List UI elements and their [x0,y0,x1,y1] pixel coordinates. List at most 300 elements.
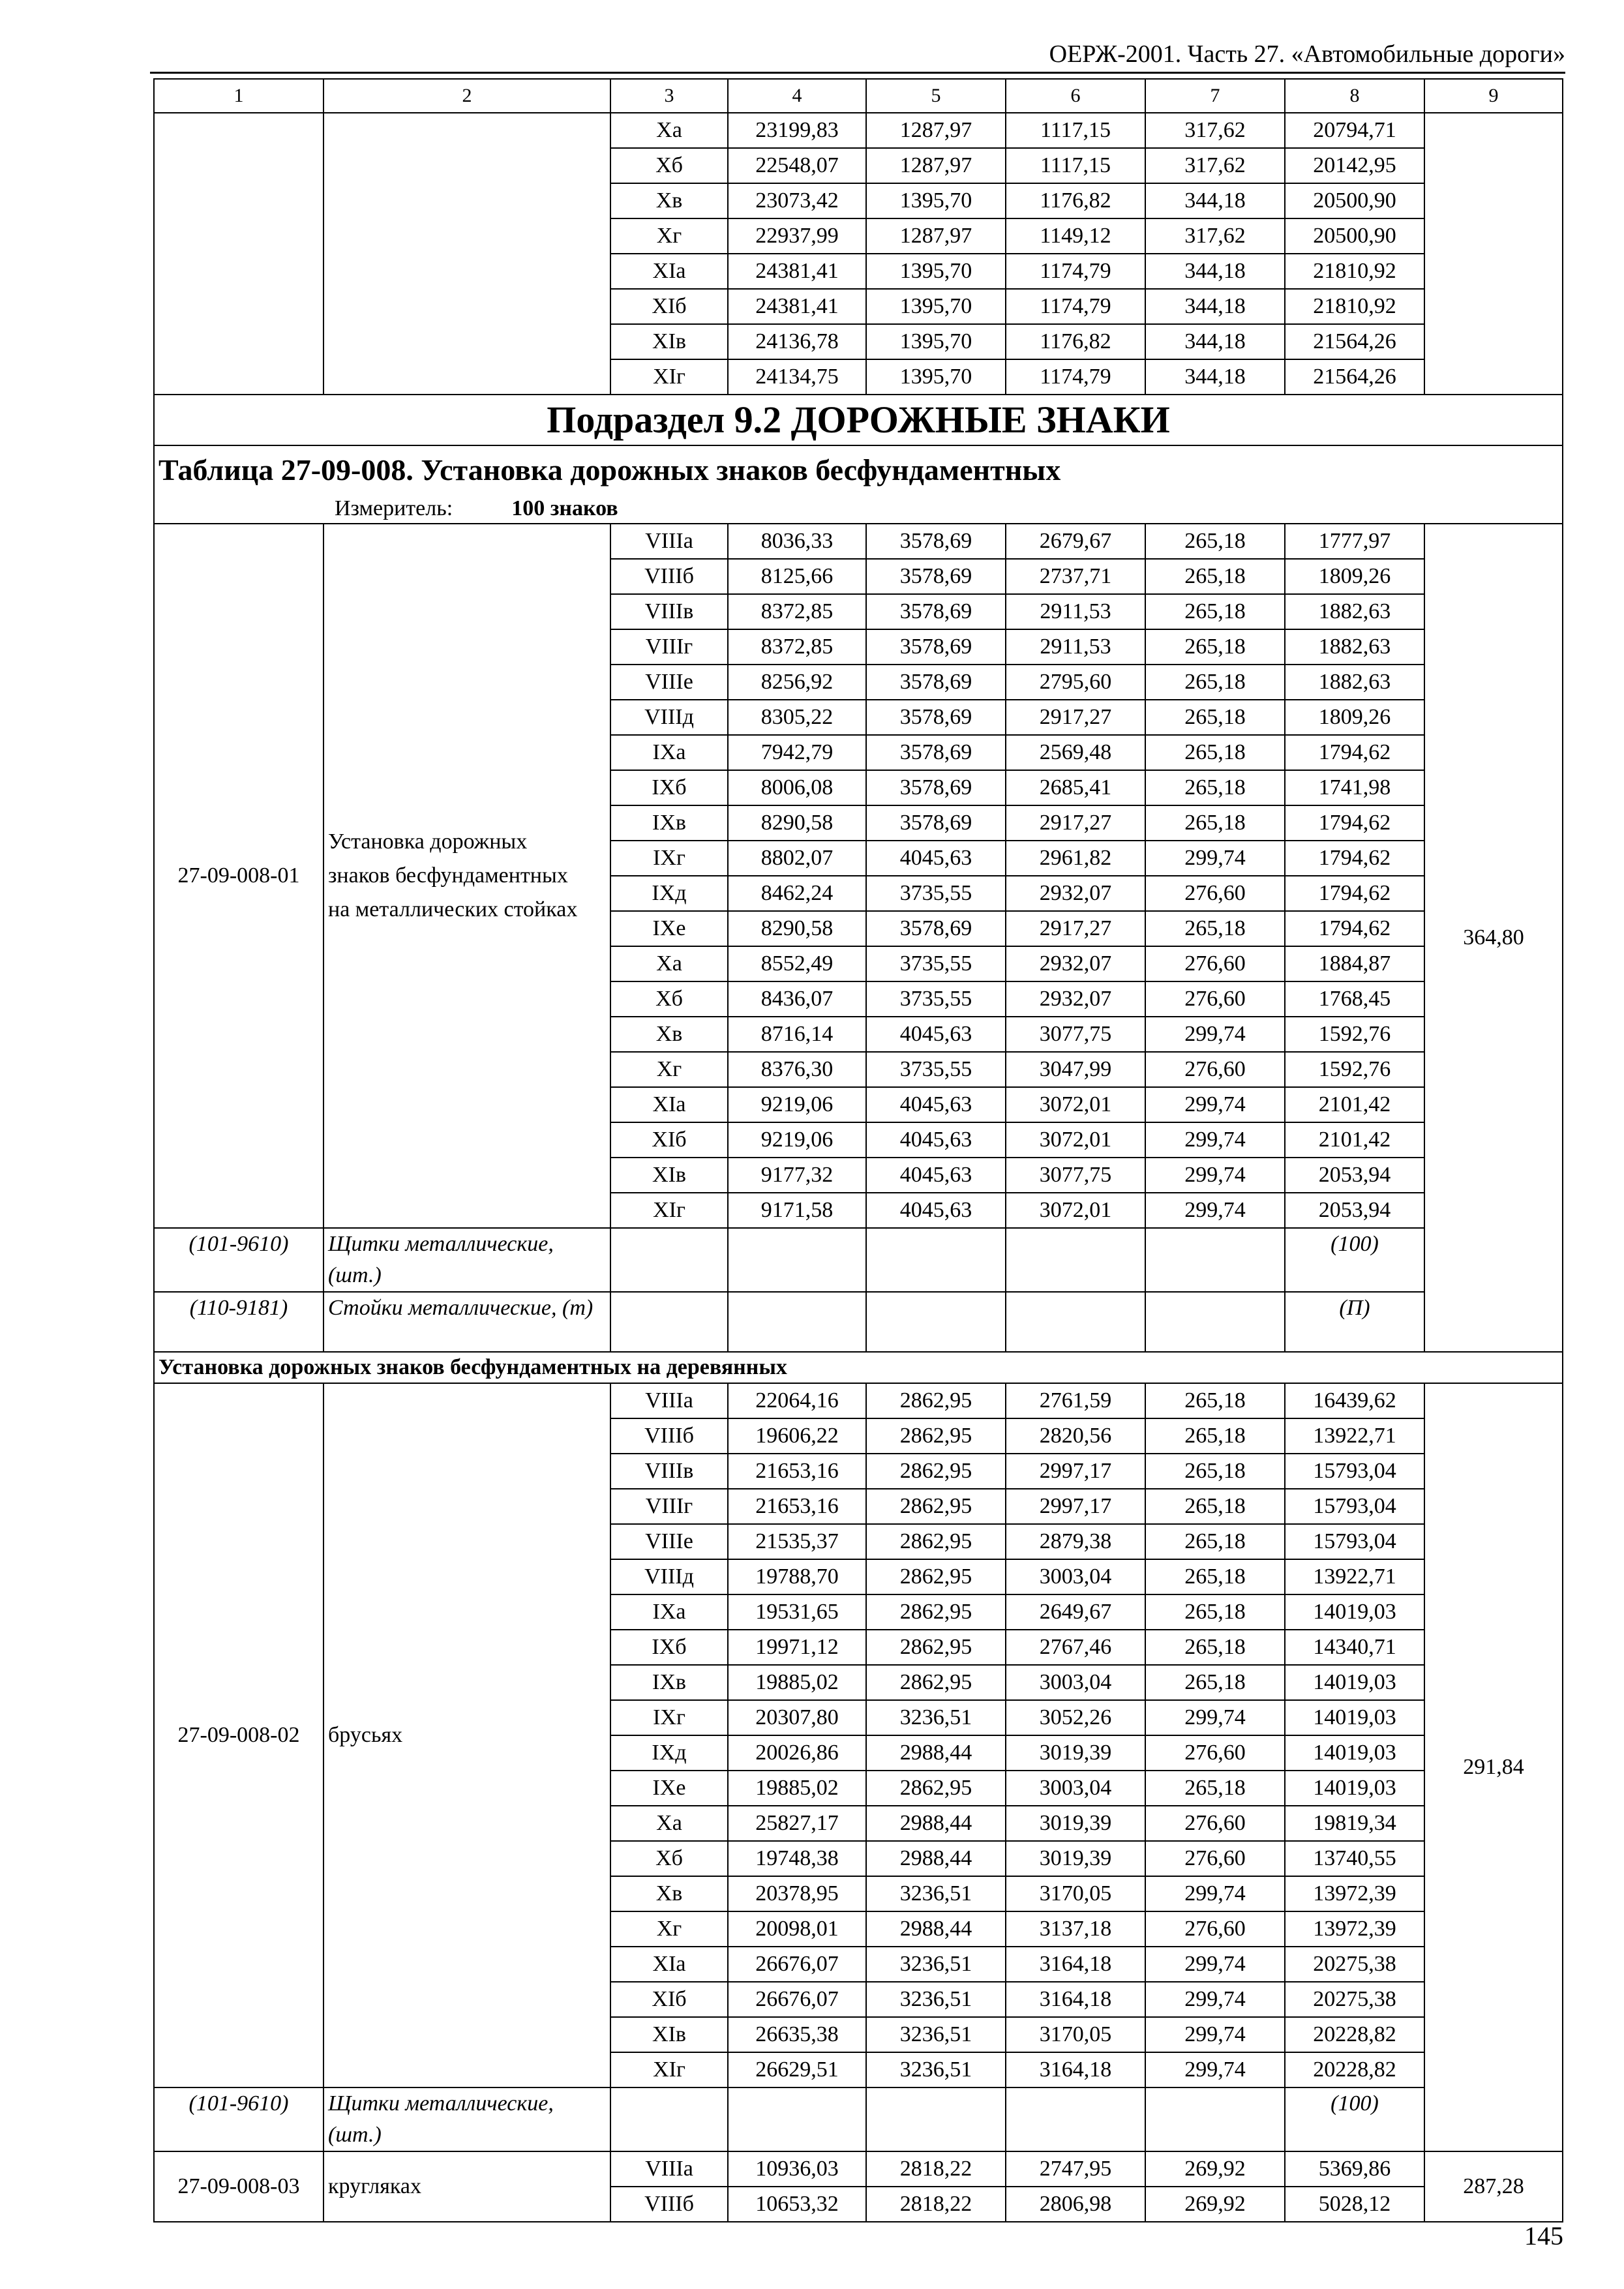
materials-cell: 20275,38 [1285,1947,1424,1982]
total-cost-cell: 25827,17 [728,1806,866,1841]
total-cost-cell: 8372,85 [728,629,866,665]
materials-cell: 20228,82 [1285,2017,1424,2052]
column-number: 8 [1285,79,1424,113]
machines-cell: 2806,98 [1006,2187,1145,2222]
machines-cell: 2649,67 [1006,1594,1145,1630]
machinist-wages-cell: 299,74 [1145,2052,1285,2087]
machinist-wages-cell: 344,18 [1145,324,1285,359]
total-cost-cell: 8436,07 [728,981,866,1017]
total-cost-cell: 19885,02 [728,1771,866,1806]
machinist-wages-cell: 276,60 [1145,1052,1285,1087]
machines-cell: 1174,79 [1006,359,1145,395]
materials-cell: 2053,94 [1285,1193,1424,1228]
machinist-wages-cell: 269,92 [1145,2151,1285,2187]
total-cost-cell: 24136,78 [728,324,866,359]
machinist-wages-cell: 276,60 [1145,981,1285,1017]
empty-cell [866,1228,1006,1292]
machines-cell: 2917,27 [1006,911,1145,946]
wages-cell: 2818,22 [866,2187,1006,2222]
col9-cell: 364,80 [1424,524,1563,1352]
category-cell: IXв [610,805,728,841]
category-cell: XIг [610,2052,728,2087]
total-cost-cell: 9171,58 [728,1193,866,1228]
column-number: 9 [1424,79,1563,113]
wages-cell: 2862,95 [866,1771,1006,1806]
machinist-wages-cell: 299,74 [1145,1876,1285,1911]
machines-cell: 2911,53 [1006,629,1145,665]
machines-cell: 3077,75 [1006,1158,1145,1193]
machines-cell: 2569,48 [1006,735,1145,770]
code-cell: 27-09-008-03 [154,2151,323,2222]
table-title-row [154,445,1563,494]
machinist-wages-cell: 299,74 [1145,1122,1285,1158]
machines-cell: 2932,07 [1006,981,1145,1017]
empty-cell [866,1292,1006,1352]
materials-cell: 1768,45 [1285,981,1424,1017]
wages-cell: 3578,69 [866,665,1006,700]
category-cell: IXe [610,1771,728,1806]
column-number: 1 [154,79,323,113]
total-cost-cell: 21653,16 [728,1454,866,1489]
materials-cell: 21810,92 [1285,289,1424,324]
total-cost-cell: 23199,83 [728,113,866,148]
category-cell: IXд [610,1735,728,1771]
empty-cell [610,1292,728,1352]
machines-cell: 2685,41 [1006,770,1145,805]
total-cost-cell: 19885,02 [728,1665,866,1700]
machines-cell: 3170,05 [1006,1876,1145,1911]
materials-cell: 21564,26 [1285,324,1424,359]
col9-cell: 291,84 [1424,1383,1563,2151]
category-cell: VIIIб [610,1418,728,1454]
total-cost-cell: 24134,75 [728,359,866,395]
column-number: 4 [728,79,866,113]
machines-cell: 3072,01 [1006,1122,1145,1158]
materials-cell: 13972,39 [1285,1911,1424,1947]
column-number: 3 [610,79,728,113]
category-cell: Xa [610,946,728,981]
total-cost-cell: 26629,51 [728,2052,866,2087]
machinist-wages-cell: 265,18 [1145,700,1285,735]
total-cost-cell: 26676,07 [728,1947,866,1982]
machines-cell: 3019,39 [1006,1841,1145,1876]
machines-cell: 1174,79 [1006,254,1145,289]
name-line: Установка дорожных [328,830,528,854]
wages-cell: 2988,44 [866,1841,1006,1876]
column-number: 5 [866,79,1006,113]
column-numbers-row [154,79,1563,113]
total-cost-cell: 8802,07 [728,841,866,876]
machinist-wages-cell: 265,18 [1145,1383,1285,1418]
machinist-wages-cell: 317,62 [1145,218,1285,254]
total-cost-cell: 21535,37 [728,1524,866,1559]
machines-cell: 2932,07 [1006,946,1145,981]
table-row [154,1383,1563,1418]
materials-cell: 13740,55 [1285,1841,1424,1876]
total-cost-cell: 23073,42 [728,183,866,218]
machines-cell: 3077,75 [1006,1017,1145,1052]
materials-cell: 13972,39 [1285,1876,1424,1911]
wages-cell: 4045,63 [866,1158,1006,1193]
total-cost-cell: 9219,06 [728,1122,866,1158]
empty-cell [610,2087,728,2151]
machinist-wages-cell: 276,60 [1145,876,1285,911]
machinist-wages-cell: 265,18 [1145,1524,1285,1559]
materials-cell: 1794,62 [1285,735,1424,770]
materials-cell: 1794,62 [1285,911,1424,946]
category-cell: Xa [610,1806,728,1841]
wages-cell: 3236,51 [866,1947,1006,1982]
materials-cell: 14340,71 [1285,1630,1424,1665]
materials-cell: 13922,71 [1285,1418,1424,1454]
total-cost-cell: 8716,14 [728,1017,866,1052]
materials-cell: 2053,94 [1285,1158,1424,1193]
machinist-wages-cell: 317,62 [1145,113,1285,148]
category-cell: Xб [610,981,728,1017]
wages-cell: 2988,44 [866,1911,1006,1947]
materials-cell: 15793,04 [1285,1454,1424,1489]
total-cost-cell: 22064,16 [728,1383,866,1418]
total-cost-cell: 9219,06 [728,1087,866,1122]
machinist-wages-cell: 265,18 [1145,770,1285,805]
machines-cell: 3164,18 [1006,1982,1145,2017]
category-cell: Xa [610,113,728,148]
machines-cell: 3072,01 [1006,1193,1145,1228]
materials-cell: 21564,26 [1285,359,1424,395]
total-cost-cell: 24381,41 [728,254,866,289]
machinist-wages-cell: 344,18 [1145,183,1285,218]
materials-cell: 1882,63 [1285,629,1424,665]
machinist-wages-cell: 265,18 [1145,805,1285,841]
total-cost-cell: 9177,32 [728,1158,866,1193]
wages-cell: 2862,95 [866,1489,1006,1524]
wages-cell: 1287,97 [866,148,1006,183]
total-cost-cell: 8462,24 [728,876,866,911]
wages-cell: 2862,95 [866,1594,1006,1630]
wages-cell: 1395,70 [866,254,1006,289]
machinist-wages-cell: 265,18 [1145,1771,1285,1806]
materials-cell: 1809,26 [1285,700,1424,735]
category-cell: Xв [610,1876,728,1911]
name-cell [323,524,610,1228]
category-cell: VIIIд [610,700,728,735]
machinist-wages-cell: 276,60 [1145,946,1285,981]
wages-cell: 1287,97 [866,113,1006,148]
machinist-wages-cell: 265,18 [1145,1489,1285,1524]
materials-cell: 20500,90 [1285,183,1424,218]
group-title: Установка дорожных знаков бесфундаментных на деревянных [154,1352,1563,1383]
wages-cell: 1395,70 [866,359,1006,395]
empty-cell [728,2087,866,2151]
materials-cell: 1777,97 [1285,524,1424,559]
total-cost-cell: 8305,22 [728,700,866,735]
machines-cell: 2961,82 [1006,841,1145,876]
wages-cell: 3236,51 [866,1700,1006,1735]
materials-cell: 1882,63 [1285,665,1424,700]
machines-cell: 2917,27 [1006,805,1145,841]
machines-cell: 3052,26 [1006,1700,1145,1735]
machines-cell: 3137,18 [1006,1911,1145,1947]
resource-note-row [154,2087,1563,2151]
materials-cell: 1794,62 [1285,841,1424,876]
wages-cell: 3735,55 [866,981,1006,1017]
wages-cell: 3578,69 [866,735,1006,770]
category-cell: IXб [610,770,728,805]
total-cost-cell: 22548,07 [728,148,866,183]
wages-cell: 1395,70 [866,324,1006,359]
category-cell: Xв [610,1017,728,1052]
total-cost-cell: 19748,38 [728,1841,866,1876]
code-cell: 27-09-008-01 [154,524,323,1228]
empty-cell [610,1228,728,1292]
machinist-wages-cell: 344,18 [1145,359,1285,395]
wages-cell: 1287,97 [866,218,1006,254]
total-cost-cell: 8290,58 [728,805,866,841]
empty-cell [1006,1228,1145,1292]
wages-cell: 3578,69 [866,770,1006,805]
machinist-wages-cell: 299,74 [1145,1158,1285,1193]
table-row [154,113,1563,148]
machines-cell: 1176,82 [1006,324,1145,359]
group-title-row [154,1352,1563,1383]
category-cell: Xг [610,1052,728,1087]
wages-cell: 2862,95 [866,1383,1006,1418]
category-cell: XIб [610,289,728,324]
name-cell: кругляках [323,2151,610,2222]
category-cell: XIa [610,254,728,289]
materials-cell: 16439,62 [1285,1383,1424,1418]
resource-note-row [154,1228,1563,1292]
materials-cell: 14019,03 [1285,1665,1424,1700]
col9-cell [1424,113,1563,395]
subsection-row [154,395,1563,445]
running-header: ОЕРЖ-2001. Часть 27. «Автомобильные дороги» [1049,40,1565,68]
materials-cell: 1884,87 [1285,946,1424,981]
category-cell: Xг [610,218,728,254]
category-cell: XIa [610,1947,728,1982]
total-cost-cell: 20378,95 [728,1876,866,1911]
column-number: 6 [1006,79,1145,113]
machines-cell: 3072,01 [1006,1087,1145,1122]
machines-cell: 1117,15 [1006,148,1145,183]
materials-cell: 20142,95 [1285,148,1424,183]
materials-cell: 1592,76 [1285,1017,1424,1052]
name-cell: брусьях [323,1383,610,2087]
column-number: 2 [323,79,610,113]
measure-row [154,494,1563,524]
category-cell: VIIIб [610,559,728,594]
total-cost-cell: 10653,32 [728,2187,866,2222]
materials-cell: 1592,76 [1285,1052,1424,1087]
materials-cell: 20794,71 [1285,113,1424,148]
category-cell: XIг [610,359,728,395]
category-cell: VIIIг [610,1489,728,1524]
category-cell: IXд [610,876,728,911]
materials-cell: 19819,34 [1285,1806,1424,1841]
machines-cell: 3019,39 [1006,1806,1145,1841]
wages-cell: 3578,69 [866,700,1006,735]
wages-cell: 2862,95 [866,1418,1006,1454]
machinist-wages-cell: 265,18 [1145,524,1285,559]
machinist-wages-cell: 265,18 [1145,559,1285,594]
materials-cell: 1794,62 [1285,805,1424,841]
measure-cell [154,494,1563,524]
category-cell: VIIIв [610,1454,728,1489]
machines-cell: 3003,04 [1006,1665,1145,1700]
wages-cell: 2862,95 [866,1630,1006,1665]
wages-cell: 3735,55 [866,946,1006,981]
machines-cell: 2737,71 [1006,559,1145,594]
empty-cell [728,1228,866,1292]
machinist-wages-cell: 265,18 [1145,1418,1285,1454]
total-cost-cell: 24381,41 [728,289,866,324]
category-cell: VIIIe [610,665,728,700]
empty-cell [1006,1292,1145,1352]
machinist-wages-cell: 299,74 [1145,1193,1285,1228]
measure-label: Измеритель: [335,496,453,520]
machinist-wages-cell: 265,18 [1145,594,1285,629]
wages-cell: 3236,51 [866,1876,1006,1911]
resource-note-row [154,1292,1563,1352]
machines-cell: 2761,59 [1006,1383,1145,1418]
wages-cell: 2862,95 [866,1524,1006,1559]
total-cost-cell: 7942,79 [728,735,866,770]
materials-cell: 20228,82 [1285,2052,1424,2087]
category-cell: IXa [610,735,728,770]
resource-name: Щитки металлические, (шт.) [323,1228,610,1292]
machines-cell: 2932,07 [1006,876,1145,911]
empty-cell [866,2087,1006,2151]
materials-cell: 15793,04 [1285,1489,1424,1524]
resource-name: Щитки металлические, (шт.) [323,2087,610,2151]
category-cell: IXв [610,1665,728,1700]
machinist-wages-cell: 265,18 [1145,1665,1285,1700]
materials-cell: 1741,98 [1285,770,1424,805]
category-cell: VIIIa [610,2151,728,2187]
wages-cell: 3236,51 [866,2052,1006,2087]
materials-cell: 20500,90 [1285,218,1424,254]
materials-cell: 1809,26 [1285,559,1424,594]
category-cell: XIг [610,1193,728,1228]
materials-cell: 14019,03 [1285,1735,1424,1771]
total-cost-cell: 26635,38 [728,2017,866,2052]
machinist-wages-cell: 265,18 [1145,1559,1285,1594]
total-cost-cell: 8290,58 [728,911,866,946]
materials-cell: 20275,38 [1285,1982,1424,2017]
machines-cell: 3003,04 [1006,1771,1145,1806]
wages-cell: 3735,55 [866,1052,1006,1087]
total-cost-cell: 8552,49 [728,946,866,981]
machines-cell: 1117,15 [1006,113,1145,148]
column-number: 7 [1145,79,1285,113]
wages-cell: 3578,69 [866,911,1006,946]
machinist-wages-cell: 265,18 [1145,1630,1285,1665]
code-cell [154,113,323,395]
machines-cell: 2997,17 [1006,1454,1145,1489]
machinist-wages-cell: 265,18 [1145,735,1285,770]
category-cell: VIIIa [610,524,728,559]
category-cell: IXг [610,1700,728,1735]
machines-cell: 2917,27 [1006,700,1145,735]
machinist-wages-cell: 299,74 [1145,841,1285,876]
header-rule [150,72,1565,74]
category-cell: VIIIд [610,1559,728,1594]
machinist-wages-cell: 299,74 [1145,1982,1285,2017]
empty-cell [1145,2087,1285,2151]
total-cost-cell: 26676,07 [728,1982,866,2017]
total-cost-cell: 8376,30 [728,1052,866,1087]
machinist-wages-cell: 276,60 [1145,1806,1285,1841]
category-cell: IXг [610,841,728,876]
total-cost-cell: 22937,99 [728,218,866,254]
category-cell: Xб [610,148,728,183]
machinist-wages-cell: 299,74 [1145,1700,1285,1735]
machines-cell: 2747,95 [1006,2151,1145,2187]
wages-cell: 2862,95 [866,1665,1006,1700]
category-cell: VIIIa [610,1383,728,1418]
total-cost-cell: 10936,03 [728,2151,866,2187]
category-cell: VIIIe [610,1524,728,1559]
wages-cell: 3578,69 [866,629,1006,665]
materials-cell: 14019,03 [1285,1771,1424,1806]
empty-cell [1145,1228,1285,1292]
wages-cell: 2818,22 [866,2151,1006,2187]
category-cell: XIб [610,1122,728,1158]
page-number: 145 [1524,2221,1563,2251]
wages-cell: 4045,63 [866,1017,1006,1052]
category-cell: XIв [610,324,728,359]
table-row [154,524,1563,559]
machinist-wages-cell: 344,18 [1145,254,1285,289]
machinist-wages-cell: 265,18 [1145,629,1285,665]
machines-cell: 2820,56 [1006,1418,1145,1454]
rates-table [153,78,1563,2222]
wages-cell: 4045,63 [866,1193,1006,1228]
machinist-wages-cell: 276,60 [1145,1911,1285,1947]
machines-cell: 2997,17 [1006,1489,1145,1524]
total-cost-cell: 8256,92 [728,665,866,700]
machinist-wages-cell: 344,18 [1145,289,1285,324]
name-cell [323,113,610,395]
category-cell: IXe [610,911,728,946]
category-cell: IXб [610,1630,728,1665]
total-cost-cell: 20307,80 [728,1700,866,1735]
code-cell: 27-09-008-02 [154,1383,323,2087]
wages-cell: 2862,95 [866,1559,1006,1594]
wages-cell: 3578,69 [866,524,1006,559]
machines-cell: 3170,05 [1006,2017,1145,2052]
resource-code: (110-9181) [154,1292,323,1352]
machines-cell: 3003,04 [1006,1559,1145,1594]
total-cost-cell: 20026,86 [728,1735,866,1771]
machines-cell: 3019,39 [1006,1735,1145,1771]
machines-cell: 2911,53 [1006,594,1145,629]
category-cell: Xв [610,183,728,218]
materials-cell: 14019,03 [1285,1700,1424,1735]
total-cost-cell: 8006,08 [728,770,866,805]
machinist-wages-cell: 299,74 [1145,1947,1285,1982]
subsection-title: Подраздел 9.2 ДОРОЖНЫЕ ЗНАКИ [154,395,1563,445]
empty-cell [1006,2087,1145,2151]
resource-name: Стойки металлические, (т) [323,1292,610,1352]
table-title: Таблица 27-09-008. Установка дорожных знаков бесфундаментных [154,445,1563,494]
machines-cell: 1176,82 [1006,183,1145,218]
total-cost-cell: 19606,22 [728,1418,866,1454]
resource-qty: (100) [1285,1228,1424,1292]
machines-cell: 3164,18 [1006,1947,1145,1982]
wages-cell: 3236,51 [866,1982,1006,2017]
name-line: на металлических стойках [328,897,578,921]
